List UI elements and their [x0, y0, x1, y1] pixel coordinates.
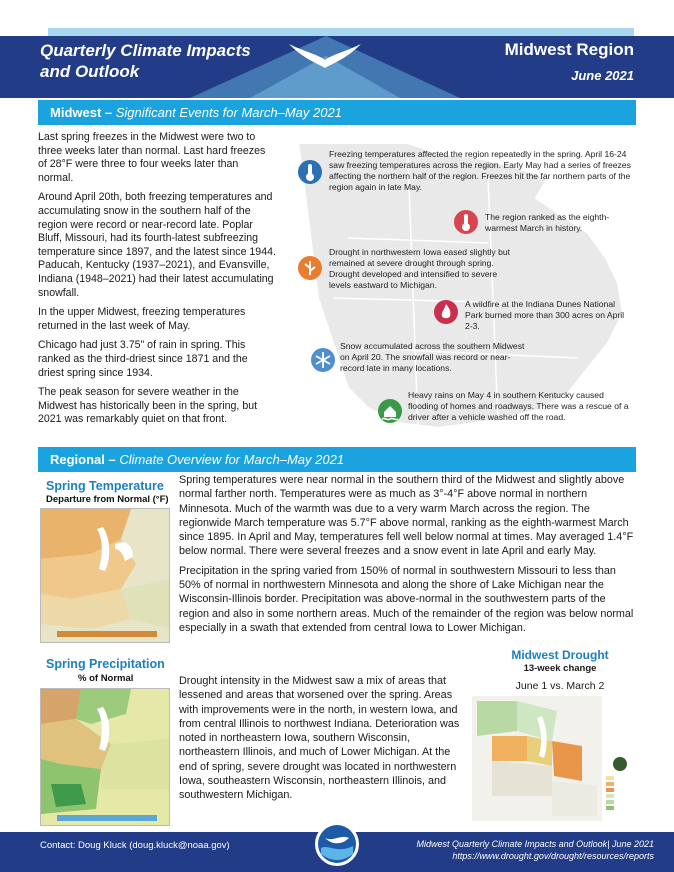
- noaa-logo-icon: [315, 822, 359, 866]
- temperature-map-title: Spring Temperature: [46, 479, 164, 493]
- regional-paragraph-precipitation: Precipitation in the spring varied from 150% of normal in southwestern Missouri to less than 50% of normal in northwestern Minnesota and along the shore of Lake Michigan near the Wisconsin-Illinois border. Precipitation was above-normal in the southwestern parts of the region and also in some northern areas. Much of the remainder of the region was below normal especially in a swath that extended from central Iowa to Lower Michigan.: [179, 564, 634, 634]
- page-header: [0, 0, 674, 98]
- section-label-italic: Climate Overview for March–May 2021: [115, 452, 345, 467]
- annotation-freezes: Freezing temperatures affected the region repeatedly in the spring. April 16-24 saw freezing temperatures across the region. Early May had a series of freezes affecting the northern half of the region. Freezes hit the far northern parts of the region again in late May.: [329, 149, 631, 192]
- annotation-snow: Snow accumulated across the southern Midwest on April 20. The snowfall was record or near-record late in many locations.: [340, 341, 525, 373]
- temperature-map-subtitle: Departure from Normal (°F): [46, 494, 169, 505]
- events-paragraph: Chicago had just 3.75" of rain in spring. This ranked as the third-driest since 1871 and the driest spring since 1934.: [38, 339, 248, 379]
- significant-events-map: [288, 138, 636, 433]
- annotation-flood: Heavy rains on May 4 in southern Kentucky caused flooding of homes and roadways. There was a rescue of a driver after a vehicle washed off the road.: [408, 390, 629, 422]
- footer-contact: Contact: Doug Kluck (doug.kluck@noaa.gov): [40, 840, 230, 851]
- drought-icon: [298, 256, 322, 280]
- publication-date: June 2021: [571, 68, 634, 83]
- publication-title: [40, 40, 300, 82]
- significant-events-bar: [38, 100, 636, 125]
- region-name: Midwest Region: [504, 40, 634, 59]
- section-label-bold: Regional –: [50, 452, 116, 467]
- thermometer-cold-icon: [298, 160, 322, 184]
- annotation-warm-march: The region ranked as the eighth-warmest March in history.: [485, 212, 610, 233]
- events-paragraph: Last spring freezes in the Midwest were two to three weeks later than normal. Last hard freezes of 28°F were three to four weeks later than normal.: [38, 131, 266, 184]
- snowflake-icon: [311, 348, 335, 372]
- regional-overview-bar: [38, 447, 636, 472]
- regional-paragraph-drought: Drought intensity in the Midwest saw a mix of areas that lessened and areas that worsened over the spring. Areas with improvements were in the north, in western Iowa, and from central Illinois to northwest Indiana. Deterioration was noted in northeastern Iowa, southern Wisconsin, northeastern Illinois, and much of Lower Michigan. At the end of spring, severe drought was located in northwestern Iowa, southeastern Wisconsin, northeastern Illinois, and southwestern Michigan.: [179, 675, 460, 802]
- section-label-bold: Midwest –: [50, 105, 113, 120]
- precipitation-map-title: Spring Precipitation: [46, 657, 165, 671]
- footer-url[interactable]: https://www.drought.gov/drought/resources/reports: [452, 851, 654, 861]
- regional-paragraph-temperature: Spring temperatures were near normal in the southern third of the Midwest and slightly above normal farther north. Temperatures were as much as 3°-4°F above normal in northern Minnesota. Much of the warmth was due to a very warm March across the region. The regionwide March temperature was 5.7°F above normal, ranking as the eighth-warmest March since 1895. In April and May, temperatures fell well below normal at times. May averaged 1.4°F below normal. There were several freezes and a snow event in late April and early May.: [179, 474, 634, 558]
- events-text-column: [38, 131, 276, 433]
- drought-map-date-range: June 1 vs. March 2: [515, 680, 605, 692]
- temperature-departure-map: [40, 508, 170, 643]
- title-line-1: Quarterly Climate Impacts: [40, 41, 251, 60]
- annotation-drought: Drought in northwestern Iowa eased slightly but remained at severe drought through spring. Drought developed and intensified to severe levels eastward to Michigan.: [329, 247, 511, 290]
- wildfire-icon: [434, 300, 458, 324]
- title-line-2: and Outlook: [40, 62, 140, 81]
- precipitation-percent-map: [40, 688, 170, 826]
- regional-text-upper: [179, 473, 637, 640]
- thermometer-hot-icon: [454, 210, 478, 234]
- drought-map-title: Midwest Drought: [511, 648, 609, 662]
- precipitation-map-subtitle: % of Normal: [78, 673, 134, 684]
- drought-map-subtitle: 13-week change: [523, 663, 597, 674]
- section-label-italic: Significant Events for March–May 2021: [112, 105, 342, 120]
- annotation-wildfire: A wildfire at the Indiana Dunes National Park burned more than 300 acres on April 2-3.: [465, 299, 625, 331]
- events-paragraph: In the upper Midwest, freezing temperatures returned in the last week of May.: [38, 306, 246, 332]
- events-paragraph: The peak season for severe weather in the Midwest has historically been in the spring, but 2021 was remarkably quiet on that front.: [38, 386, 258, 426]
- flood-icon: [378, 399, 402, 423]
- footer-publication: Midwest Quarterly Climate Impacts and Outlook| June 2021: [416, 839, 654, 849]
- regional-text-lower: [179, 674, 464, 803]
- drought-change-map: [472, 696, 637, 828]
- header-accent-strip: [48, 28, 634, 36]
- events-paragraph: Around April 20th, both freezing temperatures and accumulating snow in the southern half of the region were record or near-record late. Poplar Bluff, Missouri, had its fourth-latest subfreezing temperature since 1897, and the latest since 1944. Paducah, Kentucky (1937–2021), and Evansville, Indiana (1948–2021) had their latest accumulating snowfall.: [38, 191, 276, 299]
